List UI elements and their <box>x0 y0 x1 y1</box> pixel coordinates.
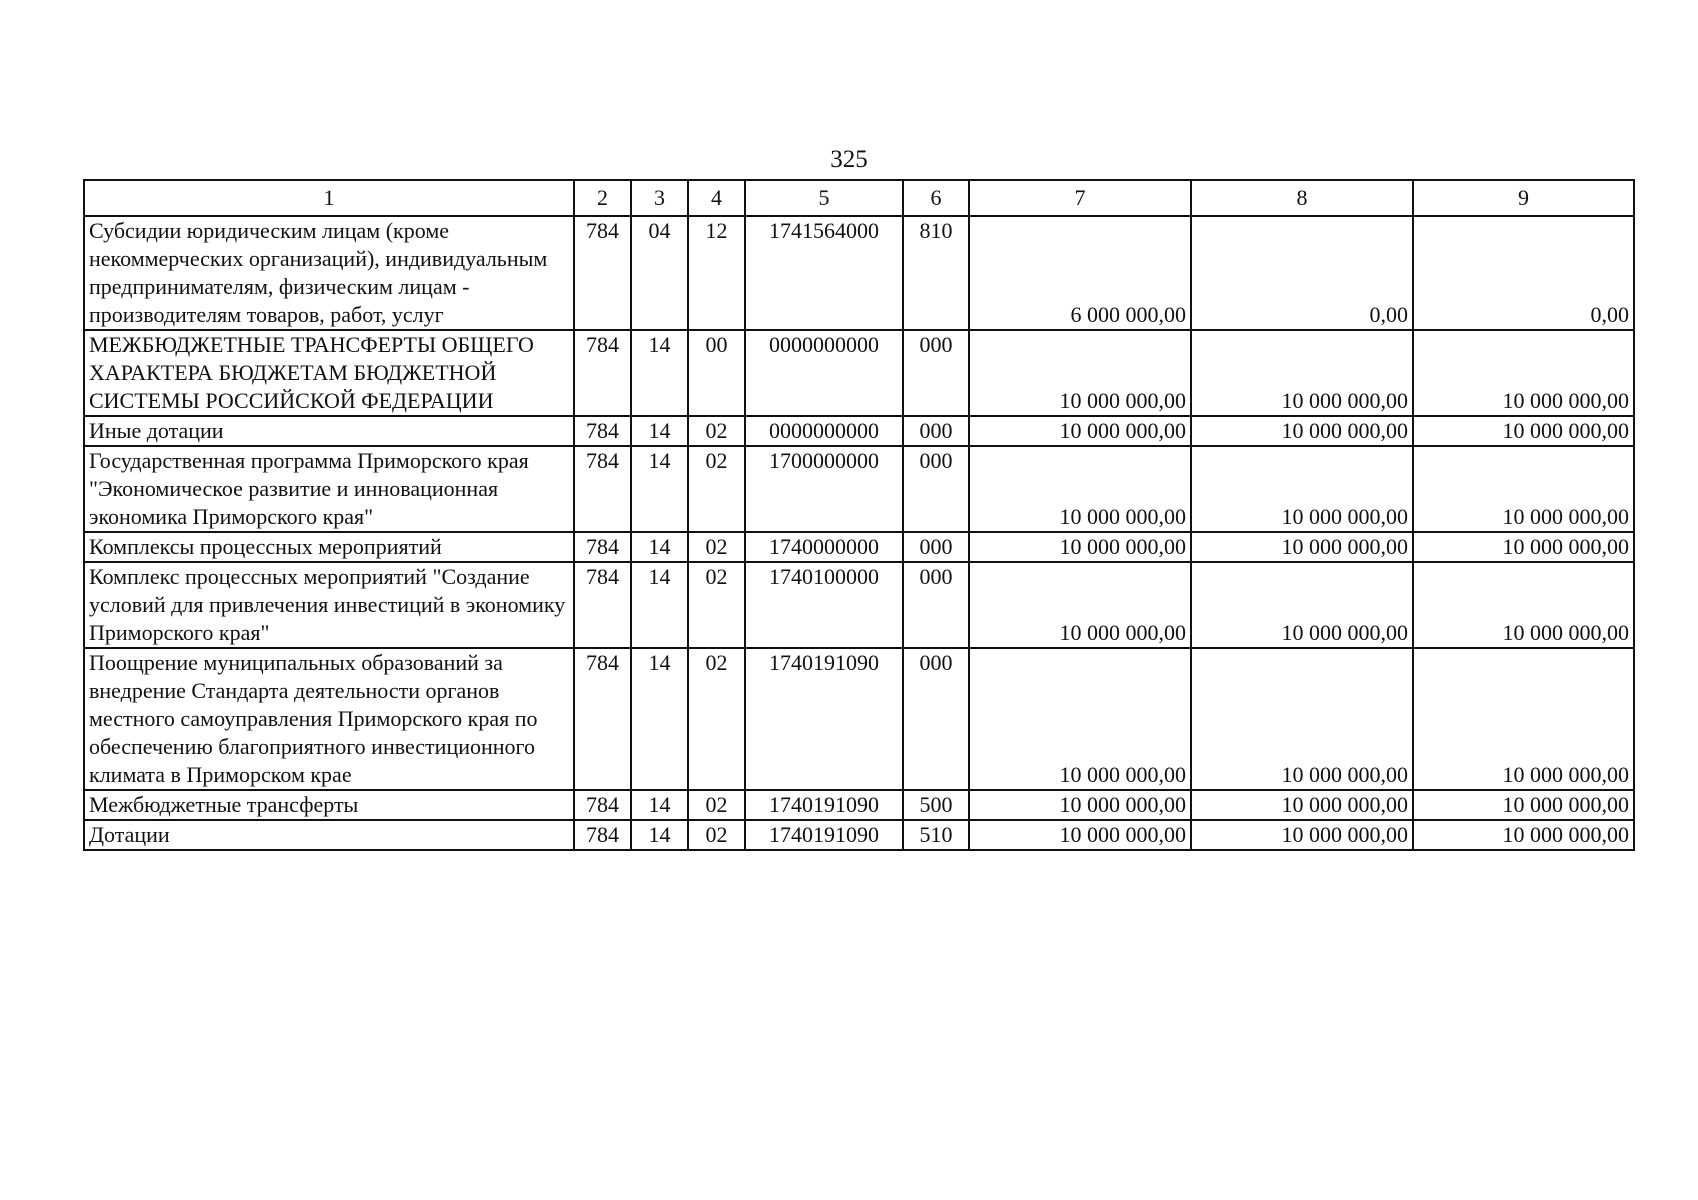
item-name: МЕЖБЮДЖЕТНЫЕ ТРАНСФЕРТЫ ОБЩЕГО ХАРАКТЕРА БЮДЖЕТАМ БЮДЖЕТНОЙ СИСТЕМЫ РОССИЙСКОЙ ФЕДЕРАЦИИ <box>84 330 574 416</box>
target-article-code: 1740100000 <box>745 562 903 648</box>
ministry-code: 784 <box>574 216 631 330</box>
amount-col7: 6 000 000,00 <box>969 216 1191 330</box>
target-article-code: 1740191090 <box>745 790 903 820</box>
subsection-code: 02 <box>688 820 745 850</box>
header-cell: 6 <box>903 180 969 216</box>
page-number: 325 <box>830 146 868 173</box>
subsection-code: 02 <box>688 562 745 648</box>
subsection-code: 02 <box>688 416 745 446</box>
amount-col9: 10 000 000,00 <box>1413 820 1634 850</box>
amount-col8: 10 000 000,00 <box>1191 820 1413 850</box>
amount-col7: 10 000 000,00 <box>969 790 1191 820</box>
expense-type-code: 000 <box>903 648 969 790</box>
target-article-code: 0000000000 <box>745 416 903 446</box>
amount-col9: 0,00 <box>1413 216 1634 330</box>
expense-type-code: 000 <box>903 532 969 562</box>
header-cell: 5 <box>745 180 903 216</box>
amount-col7: 10 000 000,00 <box>969 416 1191 446</box>
target-article-code: 1700000000 <box>745 446 903 532</box>
ministry-code: 784 <box>574 446 631 532</box>
amount-col8: 0,00 <box>1191 216 1413 330</box>
budget-table <box>83 179 1635 851</box>
ministry-code: 784 <box>574 790 631 820</box>
subsection-code: 02 <box>688 790 745 820</box>
item-name: Субсидии юридическим лицам (кроме некоммерческих организаций), индивидуальным предпринимателям, физическим лицам - производителям товаров, работ, услуг <box>84 216 574 330</box>
amount-col7: 10 000 000,00 <box>969 820 1191 850</box>
item-name: Межбюджетные трансферты <box>84 790 574 820</box>
ministry-code: 784 <box>574 330 631 416</box>
item-name: Дотации <box>84 820 574 850</box>
header-cell: 4 <box>688 180 745 216</box>
target-article-code: 1740191090 <box>745 820 903 850</box>
header-cell: 7 <box>969 180 1191 216</box>
section-code: 14 <box>631 820 688 850</box>
amount-col9: 10 000 000,00 <box>1413 416 1634 446</box>
amount-col9: 10 000 000,00 <box>1413 532 1634 562</box>
amount-col9: 10 000 000,00 <box>1413 648 1634 790</box>
amount-col7: 10 000 000,00 <box>969 562 1191 648</box>
target-article-code: 0000000000 <box>745 330 903 416</box>
amount-col8: 10 000 000,00 <box>1191 446 1413 532</box>
table-row <box>84 562 1634 648</box>
amount-col8: 10 000 000,00 <box>1191 648 1413 790</box>
section-code: 14 <box>631 562 688 648</box>
expense-type-code: 000 <box>903 562 969 648</box>
amount-col8: 10 000 000,00 <box>1191 562 1413 648</box>
ministry-code: 784 <box>574 416 631 446</box>
expense-type-code: 000 <box>903 416 969 446</box>
table-row <box>84 446 1634 532</box>
amount-col8: 10 000 000,00 <box>1191 330 1413 416</box>
ministry-code: 784 <box>574 562 631 648</box>
table-row <box>84 216 1634 330</box>
amount-col9: 10 000 000,00 <box>1413 562 1634 648</box>
subsection-code: 02 <box>688 446 745 532</box>
target-article-code: 1741564000 <box>745 216 903 330</box>
item-name: Комплексы процессных мероприятий <box>84 532 574 562</box>
subsection-code: 12 <box>688 216 745 330</box>
section-code: 14 <box>631 648 688 790</box>
section-code: 14 <box>631 446 688 532</box>
ministry-code: 784 <box>574 820 631 850</box>
header-cell: 1 <box>84 180 574 216</box>
header-cell: 9 <box>1413 180 1634 216</box>
amount-col8: 10 000 000,00 <box>1191 532 1413 562</box>
expense-type-code: 510 <box>903 820 969 850</box>
ministry-code: 784 <box>574 648 631 790</box>
amount-col7: 10 000 000,00 <box>969 648 1191 790</box>
section-code: 14 <box>631 330 688 416</box>
item-name: Поощрение муниципальных образований за внедрение Стандарта деятельности органов местного самоуправления Приморского края по обеспечению благоприятного инвестиционного климата в Приморском крае <box>84 648 574 790</box>
expense-type-code: 000 <box>903 330 969 416</box>
table-row <box>84 330 1634 416</box>
amount-col9: 10 000 000,00 <box>1413 330 1634 416</box>
amount-col8: 10 000 000,00 <box>1191 416 1413 446</box>
header-row <box>84 180 1634 216</box>
section-code: 04 <box>631 216 688 330</box>
header-cell: 8 <box>1191 180 1413 216</box>
target-article-code: 1740191090 <box>745 648 903 790</box>
target-article-code: 1740000000 <box>745 532 903 562</box>
item-name: Государственная программа Приморского края "Экономическое развитие и инновационная экономика Приморского края" <box>84 446 574 532</box>
expense-type-code: 810 <box>903 216 969 330</box>
subsection-code: 02 <box>688 532 745 562</box>
amount-col7: 10 000 000,00 <box>969 532 1191 562</box>
table-row <box>84 416 1634 446</box>
section-code: 14 <box>631 416 688 446</box>
amount-col9: 10 000 000,00 <box>1413 446 1634 532</box>
expense-type-code: 500 <box>903 790 969 820</box>
amount-col7: 10 000 000,00 <box>969 330 1191 416</box>
amount-col8: 10 000 000,00 <box>1191 790 1413 820</box>
table-row <box>84 532 1634 562</box>
ministry-code: 784 <box>574 532 631 562</box>
header-cell: 3 <box>631 180 688 216</box>
table-row <box>84 648 1634 790</box>
amount-col7: 10 000 000,00 <box>969 446 1191 532</box>
section-code: 14 <box>631 532 688 562</box>
table-row <box>84 820 1634 850</box>
expense-type-code: 000 <box>903 446 969 532</box>
table-row <box>84 790 1634 820</box>
header-cell: 2 <box>574 180 631 216</box>
item-name: Иные дотации <box>84 416 574 446</box>
section-code: 14 <box>631 790 688 820</box>
item-name: Комплекс процессных мероприятий "Создание условий для привлечения инвестиций в экономику Приморского края" <box>84 562 574 648</box>
subsection-code: 00 <box>688 330 745 416</box>
amount-col9: 10 000 000,00 <box>1413 790 1634 820</box>
subsection-code: 02 <box>688 648 745 790</box>
